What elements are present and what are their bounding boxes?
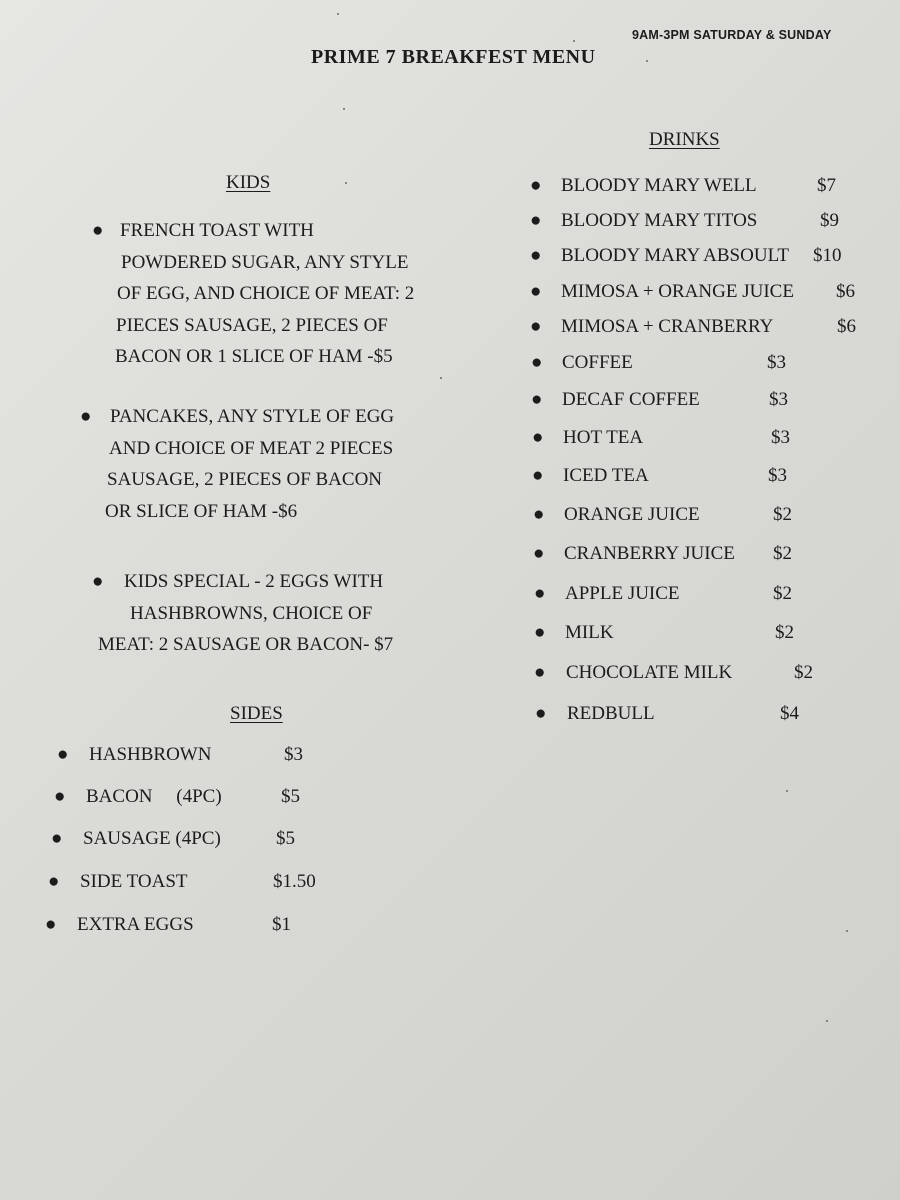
drink-name: MIMOSA + CRANBERRY — [561, 316, 774, 337]
drink-price: $2 — [773, 543, 792, 564]
kids-item-line: SAUSAGE, 2 PIECES OF BACON — [107, 469, 383, 490]
drink-name: BLOODY MARY TITOS — [561, 210, 758, 231]
side-name: HASHBROWN — [89, 744, 212, 765]
drink-price: $2 — [775, 622, 794, 643]
drink-name: MIMOSA + ORANGE JUICE — [561, 281, 794, 302]
bullet-icon: ● — [530, 316, 542, 337]
drink-price: $3 — [767, 352, 786, 373]
kids-item — [92, 566, 394, 661]
drink-name: REDBULL — [567, 703, 655, 724]
bullet-icon: ● — [530, 210, 542, 231]
drink-name: COFFEE — [562, 352, 633, 373]
side-price: $5 — [276, 828, 295, 849]
bullet-icon: ● — [80, 406, 92, 427]
side-price: $1.50 — [273, 871, 316, 892]
drink-price: $2 — [773, 583, 792, 604]
bullet-icon: ● — [535, 703, 547, 724]
kids-item — [80, 401, 395, 527]
paper-speck — [343, 108, 345, 110]
bullet-icon: ● — [54, 786, 66, 807]
paper-speck — [846, 930, 848, 932]
kids-item-line: PIECES SAUSAGE, 2 PIECES OF — [116, 314, 388, 336]
bullet-icon: ● — [533, 504, 545, 525]
kids-item-line: OF EGG, AND CHOICE OF MEAT: 2 — [117, 283, 415, 304]
paper-speck — [440, 377, 442, 379]
side-name: EXTRA EGGS — [77, 914, 194, 935]
drink-name: MILK — [565, 622, 614, 643]
drinks-heading: DRINKS — [649, 129, 720, 150]
side-price: $5 — [281, 786, 300, 807]
bullet-icon: ● — [45, 914, 57, 935]
paper-speck — [646, 60, 648, 62]
side-name: SIDE TOAST — [80, 871, 188, 892]
kids-item-line: PANCAKES, ANY STYLE OF EGG — [110, 406, 395, 427]
paper-speck — [826, 1020, 828, 1022]
bullet-icon: ● — [530, 281, 542, 302]
side-name: BACON (4PC) — [86, 786, 222, 807]
kids-item — [92, 215, 415, 373]
bullet-icon: ● — [530, 245, 542, 266]
kids-item-line: HASHBROWNS, CHOICE OF — [130, 602, 373, 624]
drink-name: BLOODY MARY ABSOULT — [561, 245, 790, 266]
kids-item-line: AND CHOICE OF MEAT 2 PIECES — [109, 437, 394, 459]
bullet-icon: ● — [534, 622, 546, 643]
bullet-icon: ● — [92, 220, 104, 241]
kids-item-line: FRENCH TOAST WITH — [120, 220, 314, 241]
paper-speck — [573, 40, 575, 42]
drink-price: $10 — [813, 245, 842, 266]
bullet-icon: ● — [531, 352, 543, 373]
drink-price: $3 — [769, 389, 788, 410]
kids-item-line: BACON OR 1 SLICE OF HAM -$5 — [115, 346, 393, 367]
drink-price: $2 — [794, 662, 813, 683]
sides-heading: SIDES — [230, 703, 283, 724]
drink-name: CHOCOLATE MILK — [566, 662, 733, 683]
paper-speck — [786, 790, 788, 792]
drink-price: $3 — [768, 465, 787, 486]
bullet-icon: ● — [57, 744, 69, 765]
drink-price: $4 — [780, 703, 799, 724]
kids-item-line: MEAT: 2 SAUSAGE OR BACON- $7 — [98, 634, 394, 655]
side-price: $1 — [272, 914, 291, 935]
drink-price: $7 — [817, 175, 836, 196]
drink-name: ICED TEA — [563, 465, 649, 486]
bullet-icon: ● — [531, 389, 543, 410]
paper-speck — [345, 182, 347, 184]
kids-item-line: POWDERED SUGAR, ANY STYLE — [121, 251, 409, 273]
bullet-icon: ● — [48, 871, 60, 892]
bullet-icon: ● — [533, 543, 545, 564]
bullet-icon: ● — [530, 175, 542, 196]
kids-item-line: KIDS SPECIAL - 2 EGGS WITH — [124, 571, 384, 592]
side-price: $3 — [284, 744, 303, 765]
bullet-icon: ● — [532, 427, 544, 448]
drink-price: $3 — [771, 427, 790, 448]
bullet-icon: ● — [534, 662, 546, 683]
bullet-icon: ● — [532, 465, 544, 486]
hours-text: 9AM-3PM SATURDAY & SUNDAY — [632, 28, 832, 42]
kids-item-line: OR SLICE OF HAM -$6 — [105, 500, 298, 522]
bullet-icon: ● — [534, 583, 546, 604]
menu-title: PRIME 7 BREAKFEST MENU — [311, 46, 596, 68]
drink-name: CRANBERRY JUICE — [564, 543, 735, 564]
kids-heading: KIDS — [226, 172, 271, 193]
drink-name: BLOODY MARY WELL — [561, 175, 757, 196]
side-name: SAUSAGE (4PC) — [83, 828, 221, 849]
drink-price: $6 — [836, 281, 855, 302]
bullet-icon: ● — [92, 571, 104, 592]
drink-name: HOT TEA — [563, 427, 644, 448]
bullet-icon: ● — [51, 828, 63, 849]
drink-name: ORANGE JUICE — [564, 504, 700, 525]
drink-price: $2 — [773, 504, 792, 525]
paper-speck — [337, 13, 339, 15]
drink-price: $9 — [820, 210, 839, 231]
drink-name: APPLE JUICE — [565, 583, 680, 604]
drink-name: DECAF COFFEE — [562, 389, 700, 410]
drink-price: $6 — [837, 316, 856, 337]
